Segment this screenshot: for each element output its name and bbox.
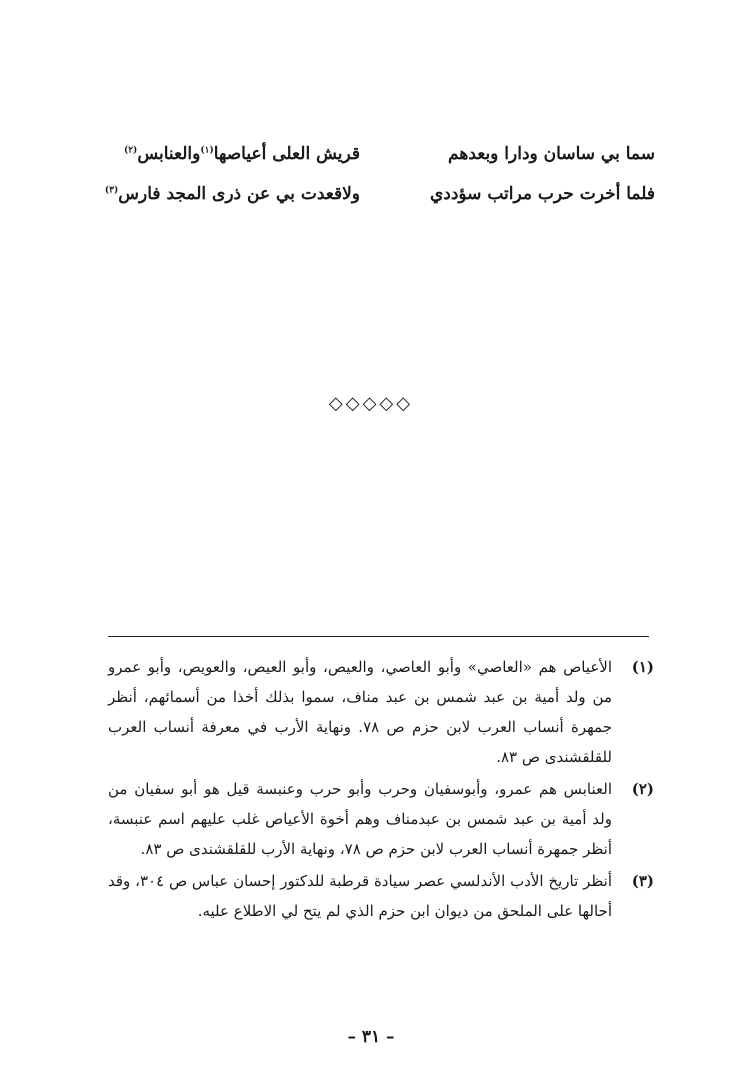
verse-2-left-hemistich [100,184,360,204]
footnote-ref-2: (٢) [123,145,138,156]
verse-1-left-hemistich [100,144,360,164]
verse-1-left-text: قريش العلى أعياصها [213,144,360,164]
footnote-1-text: الأعياص هم «العاصي» وأبو العاصي، والعيص، وأبو العيص، والعويص، وأبو عمرو من ولد أمية بن عبد شمس بن عبد مناف، سموا بذلك أخذا من أسمائهم، أنظر جمهرة أنساب العرب لابن حزم ص ٧٨. ونهاية الأرب في معرفة أنساب العرب للقلقشندى ص ٨٣. [108,658,612,766]
footnote-divider-line [108,636,649,637]
footnote-3 [108,866,654,926]
footnote-1 [108,652,654,772]
poem-verses [100,134,655,214]
footnote-3-text: أنظر تاريخ الأدب الأندلسي عصر سيادة قرطبة للدكتور إحسان عباس ص ٣٠٤، وقد أحالها على الملحق من ديوان ابن حزم الذي لم يتح لي الاطلاع عليه. [108,872,612,920]
section-separator: ◇◇◇◇◇ [328,393,414,414]
verse-2-left-text: ولاقعدت بي عن ذرى المجد فارس [118,184,360,204]
footnote-ref-1: (١) [200,145,214,156]
footnote-2-number: (٢) [631,780,654,798]
verse-1-right-hemistich: سما بي ساسان ودارا وبعدهم [448,144,655,164]
footnotes-section [108,652,654,928]
footnote-2-text: العنابس هم عمرو، وأبوسفيان وحرب وأبو حرب وعنبسة قيل هو أبو سفيان من ولد أمية بن عبد شمس بن عبدمناف وهم أخوة الأعياص غلب عليهم اسم عنبسة، أنظر جمهرة أنساب العرب لابن حزم ص ٧٨، ونهاية الأرب للقلقشندى ص ٨٣. [108,780,612,858]
verse-2-right-hemistich: فلما أخرت حرب مراتب سؤددي [429,184,655,204]
footnote-ref-3: (٣) [104,185,119,196]
verse-2 [100,174,655,214]
verse-1-left-tail: والعنابس [137,144,201,164]
footnote-2 [108,774,654,864]
verse-1 [100,134,655,174]
footnote-3-number: (٣) [631,872,654,890]
footnote-1-number: (١) [631,658,654,676]
page-number: – ٣١ – [347,1027,395,1047]
